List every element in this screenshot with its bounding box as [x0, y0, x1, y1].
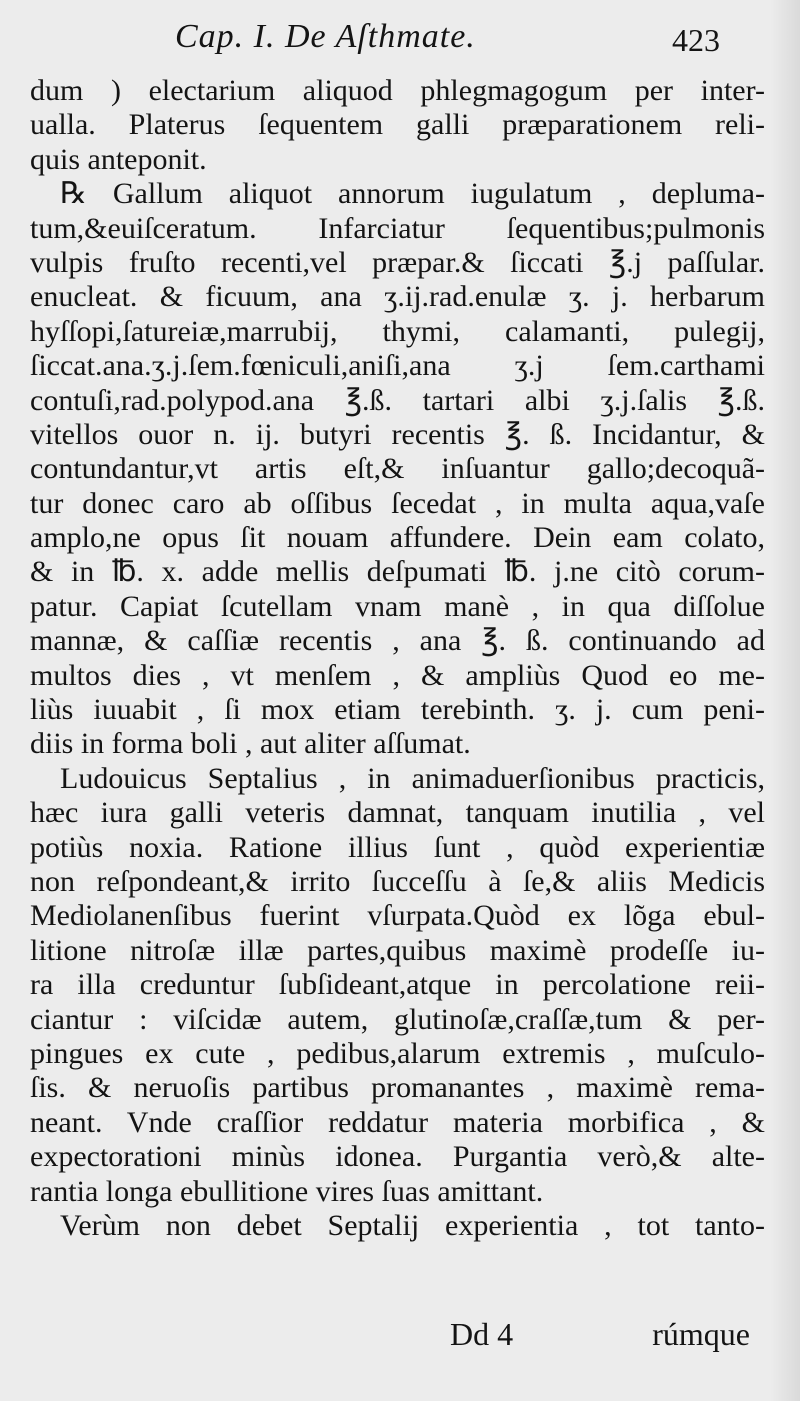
- text-line: dum ) electarium aliquod phlegmagogum per inter-: [30, 74, 765, 107]
- text-line: diis in forma boli , aut aliter aſſumat.: [30, 727, 471, 761]
- text-line: tur donec caro ab oſſibus ſecedat , in multa aqua,vaſe: [30, 486, 765, 520]
- chapter-title: Cap. I. De Aſthmate.: [175, 18, 476, 55]
- signature-mark: Dd 4: [450, 1316, 514, 1352]
- paragraph-start-line: Ludouicus Septalius , in animaduerſionibus practicis,: [60, 761, 765, 795]
- text-line: ualla. Platerus ſequentem galli præparationem reli-: [30, 108, 765, 142]
- text-line: Mediolanenſibus fuerint vſurpata.Quòd ex lõga ebul-: [30, 899, 765, 933]
- text-line: pingues ex cute , pedibus,alarum extremis , muſculo-: [30, 1036, 765, 1070]
- text-line: litione nitroſæ illæ partes,quibus maximè prodeſſe iu-: [30, 933, 765, 967]
- text-line: expectorationi minùs idonea. Purgantia verò,& alte-: [30, 1140, 765, 1174]
- text-line: patur. Capiat ſcutellam vnam manè , in qua diſſolue: [30, 589, 765, 623]
- text-line: quis anteponit.: [30, 142, 207, 176]
- running-head: [0, 18, 800, 68]
- text-line: non reſpondeant,& irrito ſucceſſu à ſe,& aliis Medicis: [30, 864, 765, 898]
- text-line: liùs iuuabit , ſi mox etiam terebinth. ʒ. j. cum peni-: [30, 693, 765, 727]
- text-line: multos dies , vt menſem , & ampliùs Quod eo me-: [30, 658, 765, 692]
- text-line: enucleat. & ficuum, ana ʒ.ij.rad.enulæ ʒ. j. herbarum: [30, 280, 765, 314]
- text-line: contundantur,vt artis eſt,& inſuantur gallo;decoquã-: [30, 452, 765, 486]
- text-line: & in ℔. x. adde mellis deſpumati ℔. j.ne citò corum-: [30, 555, 765, 589]
- text-line: neant. Vnde craſſior reddatur materia morbifica , &: [30, 1105, 765, 1139]
- text-line: ra illa creduntur ſubſideant,atque in percolatione reii-: [30, 968, 765, 1002]
- text-line: ſis. & neruoſis partibus promanantes , maximè rema-: [30, 1071, 765, 1105]
- paragraph-start-line: Verùm non debet Septalij experientia , tot tanto-: [60, 1208, 765, 1242]
- text-line: hyſſopi,ſatureiæ,marrubij, thymi, calamanti, pulegij,: [30, 314, 765, 348]
- text-line: amplo,ne opus ſit nouam affundere. Dein eam colato,: [30, 521, 765, 555]
- page-number: 423: [672, 22, 720, 58]
- catchword: rúmque: [652, 1316, 750, 1352]
- text-line: vulpis fruſto recenti,vel præpar.& ſiccati ℥.j paſſular.: [30, 245, 765, 279]
- text-line: ciantur : viſcidæ autem, glutinoſæ,craſſæ,tum & per-: [30, 1002, 765, 1036]
- text-line: contuſi,rad.polypod.ana ℥.ß. tartari albi ʒ.j.ſalis ℥.ß.: [30, 383, 765, 417]
- text-line: tum,&euiſceratum. Infarciatur ſequentibus;pulmonis: [30, 211, 765, 245]
- text-line: ſiccat.ana.ʒ.j.ſem.fœniculi,aniſi,ana ʒ.j ſem.carthami: [30, 349, 765, 383]
- recipe-start-line: ℞ Gallum aliquot annorum iugulatum , depluma-: [60, 177, 765, 211]
- text-line: potiùs noxia. Ratione illius ſunt , quòd experientiæ: [30, 830, 765, 864]
- text-line: hæc iura galli veteris damnat, tanquam inutilia , vel: [30, 796, 765, 830]
- catchline: [450, 1316, 750, 1360]
- body-text: [30, 74, 765, 1243]
- text-line: rantia longa ebullitione vires ſuas amittant.: [30, 1174, 544, 1208]
- text-line: mannæ, & caſſiæ recentis , ana ℥. ß. continuando ad: [30, 624, 765, 658]
- text-line: vitellos ouor n. ij. butyri recentis ℥. ß. Incidantur, &: [30, 417, 765, 451]
